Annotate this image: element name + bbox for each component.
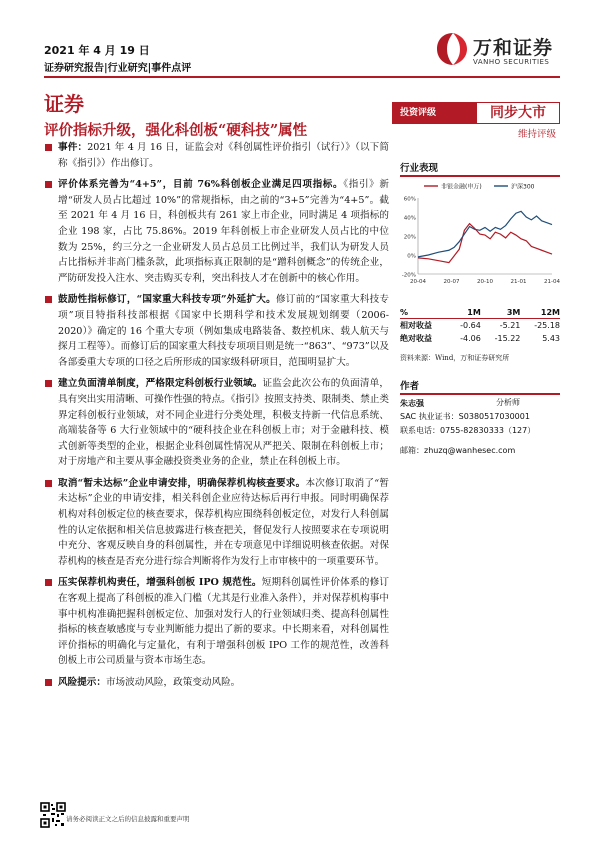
industry-name: 证券 — [44, 92, 84, 116]
bullet-text: 《指引》新增“研发人员占比超过 10%”的常规指标，由之前的“3+5”完善为“4+5”。截至 2021 年 4 月 16 日，科创板共有 261 家上市企业，同时满足 4 项指标的企业 198 家，占比 75.86%。2019 年科创板上市企业研发人员占比的中位数为 25%，约三分之一企业研发人员占总员工比例过半，我们认为研发人员占比指标并非高门槛条款，此项指标真正限制的是“蹭科创概念”的传统企业，严防研发投入注水、突击购买专利，突出科技人才在创新中的核心作用。 — [58, 179, 390, 284]
x-tick-label: 21-01 — [510, 279, 527, 285]
brand-logo — [435, 31, 560, 71]
table-row — [400, 319, 560, 333]
author-title: 作者 — [400, 381, 420, 392]
table-cell: -5.21 — [499, 321, 521, 330]
author-email[interactable]: 邮箱：zhuzq@wanhesec.com — [400, 446, 516, 455]
bullet-lead: 压实保荐机构责任，增强科创板 IPO 规范性。 — [58, 577, 262, 589]
summary-bullets — [44, 140, 389, 697]
bullet-marker-icon — [45, 679, 52, 686]
row-label: 绝对收益 — [400, 334, 432, 343]
header-rule — [44, 76, 560, 78]
author-block — [400, 396, 560, 458]
y-tick-label: 40% — [403, 215, 416, 222]
x-tick-label: 20-04 — [410, 279, 426, 285]
bullet-text: 本次修订取消了“暂未达标”企业的申请安排，相关科创企业应待达标后再行申报。同时明确保荐机构对科创板定位的核查要求，保荐机构应围绕科创板定位，对发行人科创属性的认定依据和相关信息披露进行核查把关，督促发行人按照要求在专项说明中充分、客观反映自身的科创属性，并在专项意见中详细说明核查依据。对保荐机构的核查是否充分进行综合判断将作为发行上市审核中的一项重要环节。 — [58, 477, 390, 567]
x-tick-label: 20-10 — [477, 279, 493, 285]
summary-bullet — [44, 376, 389, 470]
author-phone: 联系电话：0755-82830333（127） — [400, 426, 536, 435]
bullet-lead: 评价体系完善为“4+5”，目前 76%科创板企业满足四项指标。 — [58, 179, 344, 191]
x-tick-label: 20-07 — [443, 279, 460, 285]
footer-disclaimer: 请务必阅读正文之后的信息披露和重要声明 — [66, 815, 190, 823]
brand-name-en: VANHO SECURITIES — [473, 58, 550, 66]
table-header: 12M — [520, 307, 560, 319]
y-tick-label: -20% — [401, 272, 416, 279]
rating-box — [392, 102, 560, 140]
table-header: 1M — [449, 307, 481, 319]
summary-bullet — [44, 140, 389, 171]
y-tick-label: 60% — [403, 196, 416, 203]
data-source: 资料来源：Wind，万和证券研究所 — [400, 354, 510, 362]
bullet-lead: 建立负面清单制度，严格限定科创板行业领域。 — [58, 378, 263, 390]
legend-label: 非银金融(申万) — [441, 183, 482, 191]
table-header: % — [400, 307, 449, 319]
author-rule — [400, 393, 560, 395]
table-cell: -25.18 — [534, 321, 560, 330]
x-tick-label: 21-04 — [544, 279, 560, 285]
rating-value: 同步大市 — [476, 102, 560, 124]
series-line — [418, 224, 552, 263]
bullet-marker-icon — [45, 181, 52, 188]
summary-bullet — [44, 177, 389, 286]
performance-rule — [400, 175, 560, 177]
table-header: 3M — [481, 307, 521, 319]
bullet-lead: 取消“暂未达标”企业申请安排，明确保荐机构核查要求。 — [58, 477, 306, 489]
bullet-lead: 事件： — [58, 142, 88, 153]
brand-mark-icon — [435, 31, 471, 67]
bullet-lead: 鼓励性指标修订，“国家重大科技专项”外延扩大。 — [58, 294, 276, 306]
author-name: 朱志强 — [400, 398, 424, 408]
table-cell: -0.64 — [460, 321, 481, 330]
summary-bullet — [44, 675, 389, 691]
bullet-marker-icon — [45, 380, 52, 387]
bullet-marker-icon — [45, 480, 52, 487]
bullet-lead: 风险提示： — [58, 677, 106, 688]
y-tick-label: 0% — [407, 253, 416, 260]
bullet-text: 短期科创属性评价体系的修订在客观上提高了科创板的准入门槛（尤其是行业准入条件），并对保荐机构事中事中机构准确把握科创板定位、加强对发行人的行业领域归类、提高科创属性指标的核查敏感度与专业判断能力提出了新的要求。中长期来看，对科创属性评价指标的明确化与定量化，有利于增强科创板 IPO 工作的规范性，改善科创板上市公司质量与资本市场生态。 — [58, 577, 389, 667]
bullet-marker-icon — [45, 296, 52, 303]
summary-bullet — [44, 292, 389, 370]
summary-bullet — [44, 575, 389, 669]
summary-bullet — [44, 476, 389, 570]
performance-table — [400, 307, 560, 345]
qr-code-icon — [40, 802, 66, 828]
report-title: 评价指标升级，强化科创板“硬科技”属性 — [44, 122, 308, 139]
table-row — [400, 332, 560, 345]
report-date: 2021 年 4 月 19 日 — [44, 44, 150, 57]
bullet-marker-icon — [45, 579, 52, 586]
row-label: 相对收益 — [400, 321, 432, 330]
table-cell: 5.43 — [542, 334, 560, 343]
table-header-row — [400, 307, 560, 319]
author-sac: SAC 执业证书：S0380517030001 — [400, 412, 530, 421]
brand-name-cn: 万和证券 — [473, 37, 554, 59]
series-line — [418, 211, 552, 257]
author-role: 分析师 — [496, 398, 520, 407]
legend-label: 沪深300 — [511, 183, 535, 191]
table-cell: -15.22 — [494, 334, 521, 343]
rating-label: 投资评级 — [392, 102, 476, 124]
bullet-text: 修订前的“国家重大科技专项”项目特指科技部根据《国家中长期科学和技术发展规划纲要（2006-2020）》确定的 16 个重大专项（例如集成电路装备、数控机床、载人航天与探月工程等）。而修订后的国家重大科技专项项目则是统一“863”、“973”以及各部委重大专项的口径之后所形成的国家级科研项目，范围明显扩大。 — [58, 294, 389, 368]
performance-chart-svg — [396, 178, 560, 288]
bullet-text: 市场波动风险，政策变动风险。 — [105, 677, 241, 688]
rating-sub: 维持评级 — [517, 129, 556, 140]
y-tick-label: 20% — [403, 234, 416, 241]
bullet-marker-icon — [45, 144, 52, 151]
bullet-text: 证监会此次公布的负面清单，具有突出实用清晰、可操作性强的特点。《指引》按照支持类、限制类、禁止类界定科创板行业领域，对不同企业进行分类处理，积极支持新一代信息系统、高端装备等 6 大行业领域中的“硬科技企业在科创板上市；对于金融科技、模式创新等类型的企业，根据企业科创属性情况从严把关、限制在科创板上市；对于房地产和主要从事金融投资类业务的企业，禁止在科创板上市。 — [58, 378, 389, 468]
table-cell: -4.06 — [460, 334, 481, 343]
report-type: 证券研究报告|行业研究|事件点评 — [44, 63, 192, 74]
performance-chart — [396, 178, 560, 288]
bullet-text: 2021 年 4 月 16 日，证监会对《科创属性评价指引（试行）》（以下简称《指引》）作出修订。 — [58, 142, 390, 169]
performance-title: 行业表现 — [400, 163, 439, 174]
